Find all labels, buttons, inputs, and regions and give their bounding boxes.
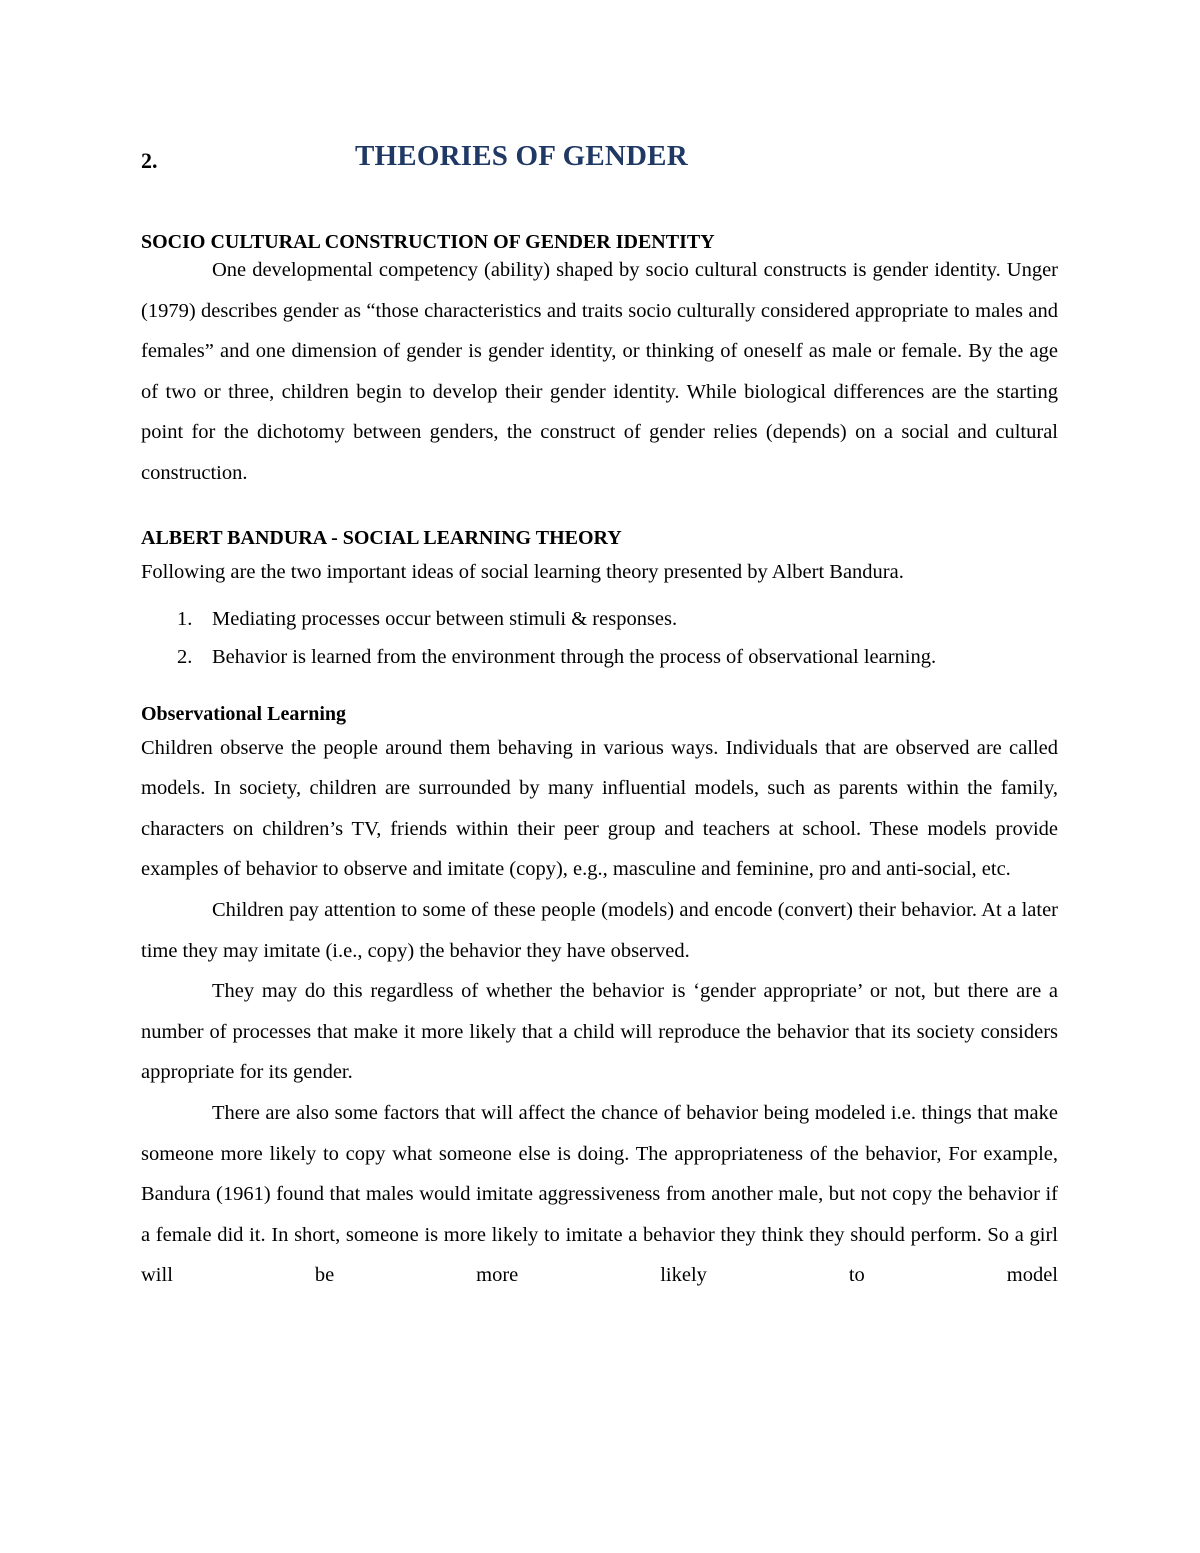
list-item-number: 2. <box>177 645 193 668</box>
list-item-text: Mediating processes occur between stimuli & responses. <box>212 607 678 630</box>
chapter-title: THEORIES OF GENDER <box>355 140 688 172</box>
section-heading-observational-learning: Observational Learning <box>141 702 347 725</box>
chapter-number: 2. <box>141 148 158 173</box>
list-item-number: 1. <box>177 607 193 630</box>
section-heading-bandura: ALBERT BANDURA - SOCIAL LEARNING THEORY <box>141 526 622 549</box>
list-item-text: Behavior is learned from the environment through the process of observational learning. <box>212 645 937 668</box>
bandura-ideas-list <box>141 600 1058 676</box>
observational-paragraph-2: Children pay attention to some of these people (models) and encode (convert) their behavior. At a later time they may imitate (i.e., copy) the behavior they have observed. <box>141 898 1058 962</box>
observational-paragraph-4: There are also some factors that will affect the chance of behavior being modeled i.e. things that make someone more likely to copy what someone else is doing. The appropriateness of the behavior, For example, Bandura (1961) found that males would imitate aggressiveness from another male, but not copy the behavior if a female did it. In short, someone is more likely to imitate a behavior they think they should perform. So a girl will be more likely to model <box>141 1101 1058 1287</box>
socio-cultural-paragraph: One developmental competency (ability) shaped by socio cultural constructs is gender identity. Unger (1979) describes gender as “those characteristics and traits socio culturally considered appropriate to males and females” and one dimension of gender is gender identity, or thinking of oneself as male or female. By the age of two or three, children begin to develop their gender identity. While biological differences are the starting point for the dichotomy between genders, the construct of gender relies (depends) on a social and cultural construction. <box>141 259 1058 484</box>
list-item <box>141 638 1058 676</box>
observational-paragraph-1: Children observe the people around them behaving in various ways. Individuals that are observed are called models. In society, children are surrounded by many influential models, such as parents within the family, characters on children’s TV, friends within their peer group and teachers at school. These models provide examples of behavior to observe and imitate (copy), e.g., masculine and feminine, pro and anti-social, etc. <box>141 736 1058 881</box>
list-item <box>141 600 1058 638</box>
bandura-intro: Following are the two important ideas of social learning theory presented by Albert Bandura. <box>141 560 904 583</box>
document-body <box>141 228 1058 1296</box>
section-heading-socio-cultural: SOCIO CULTURAL CONSTRUCTION OF GENDER IDENTITY <box>141 231 715 253</box>
observational-paragraph-3: They may do this regardless of whether the behavior is ‘gender appropriate’ or not, but there are a number of processes that make it more likely that a child will reproduce the behavior that its society considers appropriate for its gender. <box>141 980 1058 1084</box>
